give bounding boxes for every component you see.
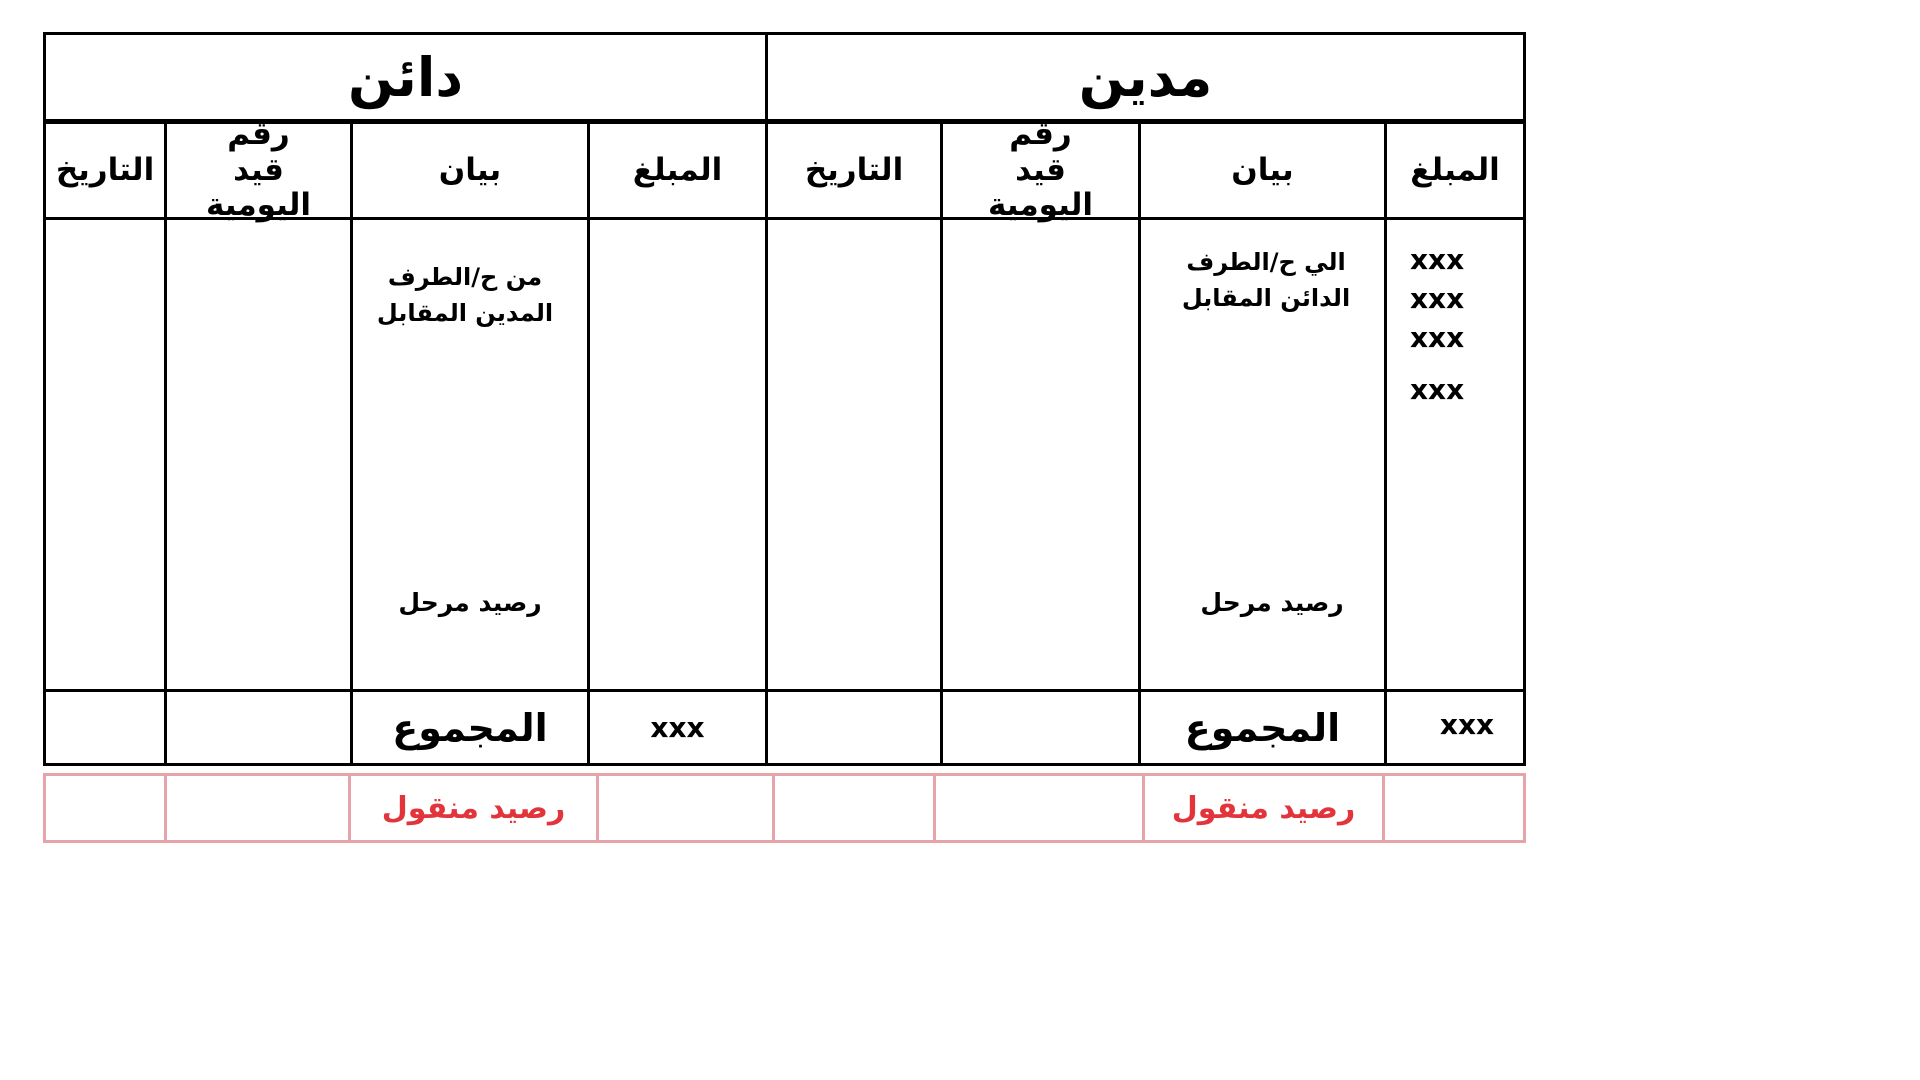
col-divider bbox=[940, 121, 943, 766]
debit-amount-1: xxx bbox=[1410, 243, 1465, 276]
debit-col-journal-no: رقم قيد اليومية bbox=[987, 116, 1093, 224]
debit-entry bbox=[1141, 240, 1391, 320]
col-divider bbox=[1384, 121, 1387, 766]
credit-entry-line1: من ح/الطرف bbox=[387, 263, 543, 291]
debit-amount-3: xxx bbox=[1410, 321, 1465, 354]
col-divider bbox=[1138, 121, 1141, 766]
debit-col-amount: المبلغ bbox=[1410, 151, 1500, 188]
credit-col-description: بيان bbox=[438, 151, 502, 188]
col-divider bbox=[587, 121, 590, 766]
debit-col-description: بيان bbox=[1231, 151, 1294, 188]
col-divider bbox=[164, 121, 167, 766]
debit-balance-cd: رصيد مرحل bbox=[1200, 587, 1344, 617]
credit-entry-line2: المدين المقابل bbox=[376, 299, 554, 327]
debit-balance-bd: رصيد منقول bbox=[1171, 790, 1356, 826]
debit-total-label: المجموع bbox=[1184, 705, 1341, 750]
debit-amount-4: xxx bbox=[1410, 373, 1465, 406]
credit-col-date: التاريخ bbox=[55, 151, 155, 188]
debit-total-amount: xxx bbox=[1439, 707, 1495, 741]
carried-col-divider bbox=[596, 773, 599, 843]
credit-balance-cd: رصيد مرحل bbox=[398, 587, 542, 617]
carried-col-divider bbox=[772, 773, 775, 843]
credit-entry bbox=[353, 255, 577, 335]
debit-title: مدين bbox=[1078, 45, 1213, 109]
col-divider bbox=[350, 121, 353, 766]
debit-entry-line1: الي ح/الطرف bbox=[1186, 248, 1346, 276]
credit-total-label: المجموع bbox=[392, 705, 548, 750]
credit-title: دائن bbox=[347, 45, 464, 109]
debit-amount-2: xxx bbox=[1410, 282, 1465, 315]
debit-col-date: التاريخ bbox=[804, 151, 904, 188]
carried-col-divider bbox=[1382, 773, 1385, 843]
carried-col-divider bbox=[164, 773, 167, 843]
debit-entry-line2: الدائن المقابل bbox=[1181, 284, 1351, 312]
credit-col-amount: المبلغ bbox=[632, 151, 723, 188]
debit-amounts-list bbox=[1410, 240, 1510, 409]
credit-col-journal-no: رقم قيد اليومية bbox=[205, 116, 311, 224]
credit-balance-bd: رصيد منقول bbox=[381, 790, 566, 826]
credit-total-amount: xxx bbox=[650, 711, 705, 744]
carried-col-divider bbox=[933, 773, 936, 843]
